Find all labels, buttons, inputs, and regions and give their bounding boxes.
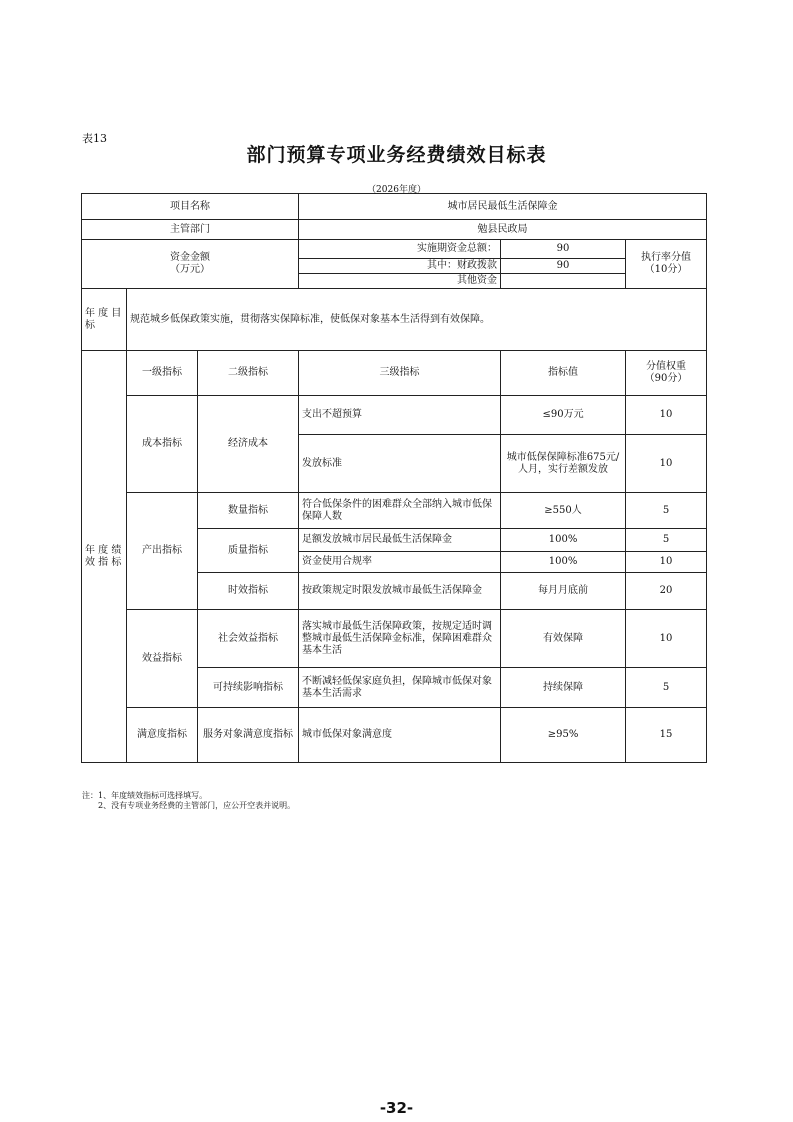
header-weight-cell xyxy=(626,351,707,396)
table-row xyxy=(82,610,707,668)
funds-total-label: 实施期资金总额： xyxy=(299,240,501,259)
quality-value-1: 100% xyxy=(501,529,626,552)
dept-value: 勉县民政局 xyxy=(299,220,707,240)
table-row xyxy=(82,708,707,763)
header-value: 指标值 xyxy=(501,351,626,396)
quality-weight-1: 5 xyxy=(626,529,707,552)
cost-weight-2: 10 xyxy=(626,435,707,493)
table-row xyxy=(82,396,707,435)
annual-goal-text: 规范城乡低保政策实施，贯彻落实保障标准，使低保对象基本生活得到有效保障。 xyxy=(127,289,707,351)
table-row xyxy=(82,493,707,529)
exec-score-cell xyxy=(626,240,707,289)
funds-other-value xyxy=(501,274,626,289)
funds-total-value: 90 xyxy=(501,240,626,259)
exec-score: （10分） xyxy=(644,264,688,275)
quantity-value: ≥550人 xyxy=(501,493,626,529)
quality-l3-1: 足额发放城市居民最低生活保障金 xyxy=(299,529,501,552)
sustain-l2: 可持续影响指标 xyxy=(198,668,299,708)
satisfaction-value: ≥95% xyxy=(501,708,626,763)
header-level3: 三级指标 xyxy=(299,351,501,396)
dept-label: 主管部门 xyxy=(82,220,299,240)
header-level2: 二级指标 xyxy=(198,351,299,396)
cost-l3-1: 支出不超预算 xyxy=(299,396,501,435)
sustain-l3: 不断减轻低保家庭负担，保障城市低保对象基本生活需求 xyxy=(299,668,501,708)
note-2: 2、没有专项业务经费的主管部门，应公开空表并说明。 xyxy=(98,801,296,810)
funds-label: 资金金额 xyxy=(170,252,211,263)
satisfaction-l1: 满意度指标 xyxy=(127,708,198,763)
funds-label-cell xyxy=(82,240,299,289)
table-label: 表13 xyxy=(82,132,107,145)
timeliness-weight: 20 xyxy=(626,573,707,610)
quality-l3-2: 资金使用合规率 xyxy=(299,552,501,573)
sustain-value: 持续保障 xyxy=(501,668,626,708)
dept-row xyxy=(82,220,707,240)
header-weight-total: （90分） xyxy=(644,373,688,384)
timeliness-l3: 按政策规定时限发放城市最低生活保障金 xyxy=(299,573,501,610)
page-title: 部门预算专项业务经费绩效目标表 xyxy=(246,144,547,166)
note-1: 注：1、年度绩效指标可选择填写。 xyxy=(82,791,208,800)
quantity-weight: 5 xyxy=(626,493,707,529)
funds-unit: （万元） xyxy=(170,264,211,275)
sustain-weight: 5 xyxy=(626,668,707,708)
page-number: -32- xyxy=(379,1099,414,1117)
cost-weight-1: 10 xyxy=(626,396,707,435)
benefit-l1: 效益指标 xyxy=(127,610,198,708)
project-name-value: 城市居民最低生活保障金 xyxy=(299,194,707,220)
exec-label: 执行率分值 xyxy=(641,252,692,263)
indicator-header-row xyxy=(82,351,707,396)
quality-weight-2: 10 xyxy=(626,552,707,573)
satisfaction-l2: 服务对象满意度指标 xyxy=(198,708,299,763)
social-value: 有效保障 xyxy=(501,610,626,668)
funds-fiscal-label: 其中：财政拨款 xyxy=(299,259,501,274)
annual-goal-label: 年 度 目 标 xyxy=(82,289,127,351)
funds-fiscal-value: 90 xyxy=(501,259,626,274)
project-name-row xyxy=(82,194,707,220)
social-weight: 10 xyxy=(626,610,707,668)
satisfaction-weight: 15 xyxy=(626,708,707,763)
quantity-l2: 数量指标 xyxy=(198,493,299,529)
output-l1: 产出指标 xyxy=(127,493,198,610)
timeliness-l2: 时效指标 xyxy=(198,573,299,610)
social-l3: 落实城市最低生活保障政策，按规定适时调整城市最低生活保障金标准，保障困难群众基本生活 xyxy=(299,610,501,668)
cost-l3-2: 发放标准 xyxy=(299,435,501,493)
annual-goal-row xyxy=(82,289,707,351)
cost-value-1: ≤90万元 xyxy=(501,396,626,435)
timeliness-value: 每月月底前 xyxy=(501,573,626,610)
year-label: （2026年度） xyxy=(367,185,426,195)
header-weight: 分值权重 xyxy=(646,361,687,372)
project-name-label: 项目名称 xyxy=(82,194,299,220)
cost-value-2: 城市低保保障标准675元/人月，实行差额发放 xyxy=(501,435,626,493)
funds-row xyxy=(82,240,707,259)
cost-l1: 成本指标 xyxy=(127,396,198,493)
quantity-l3: 符合低保条件的困难群众全部纳入城市低保保障人数 xyxy=(299,493,501,529)
social-l2: 社会效益指标 xyxy=(198,610,299,668)
funds-other-label: 其他资金 xyxy=(299,274,501,289)
header-level1: 一级指标 xyxy=(127,351,198,396)
satisfaction-l3: 城市低保对象满意度 xyxy=(299,708,501,763)
performance-table xyxy=(81,193,707,763)
notes xyxy=(82,791,295,811)
cost-l2: 经济成本 xyxy=(198,396,299,493)
quality-value-2: 100% xyxy=(501,552,626,573)
quality-l2: 质量指标 xyxy=(198,529,299,573)
perf-indicator-label: 年 度 绩 效 指 标 xyxy=(82,351,127,763)
